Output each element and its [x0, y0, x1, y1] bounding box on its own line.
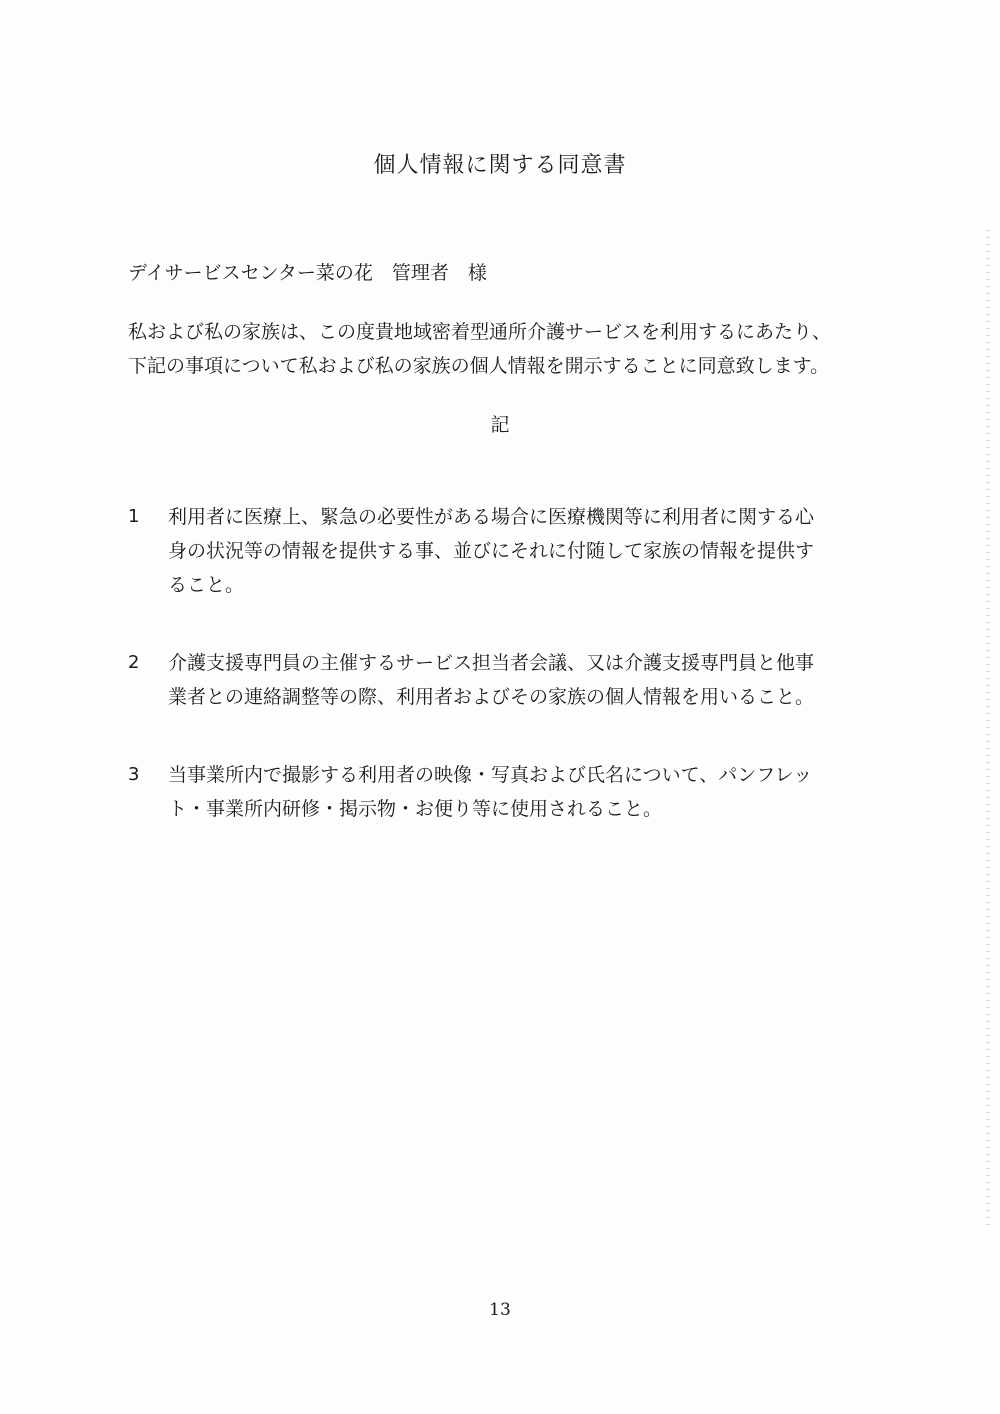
consent-item — [128, 758, 888, 826]
item-text — [168, 646, 888, 714]
consent-items-list — [128, 500, 888, 870]
item-number: 1 — [128, 506, 140, 527]
item-line: 介護支援専門員の主催するサービス担当者会議、又は介護支援専門員と他事 — [168, 652, 815, 674]
intro-paragraph — [128, 315, 888, 383]
item-number: 3 — [128, 764, 140, 785]
intro-line: 下記の事項について私および私の家族の個人情報を開示することに同意致します。 — [128, 355, 830, 377]
document-title: 個人情報に関する同意書 — [373, 153, 627, 178]
consent-item — [128, 646, 888, 714]
scan-margin-artifact — [986, 230, 990, 1230]
item-number: 2 — [128, 652, 140, 673]
item-text — [168, 758, 888, 826]
item-line: ること。 — [168, 574, 245, 596]
item-line: 身の状況等の情報を提供する事、並びにそれに付随して家族の情報を提供す — [168, 540, 815, 562]
consent-item — [128, 500, 888, 602]
page-number: 13 — [489, 1300, 511, 1320]
intro-line: 私および私の家族は、この度貴地域密着型通所介護サービスを利用するにあたり、 — [128, 321, 832, 343]
item-line: ト・事業所内研修・掲示物・お便り等に使用されること。 — [168, 798, 663, 820]
item-text — [168, 500, 888, 602]
item-line: 業者との連絡調整等の際、利用者およびその家族の個人情報を用いること。 — [168, 686, 815, 708]
addressee-line: デイサービスセンター菜の花 管理者 様 — [128, 262, 487, 284]
item-line: 当事業所内で撮影する利用者の映像・写真および氏名について、パンフレッ — [168, 764, 813, 786]
item-line: 利用者に医療上、緊急の必要性がある場合に医療機関等に利用者に関する心 — [168, 506, 815, 528]
ki-heading: 記 — [490, 414, 510, 436]
